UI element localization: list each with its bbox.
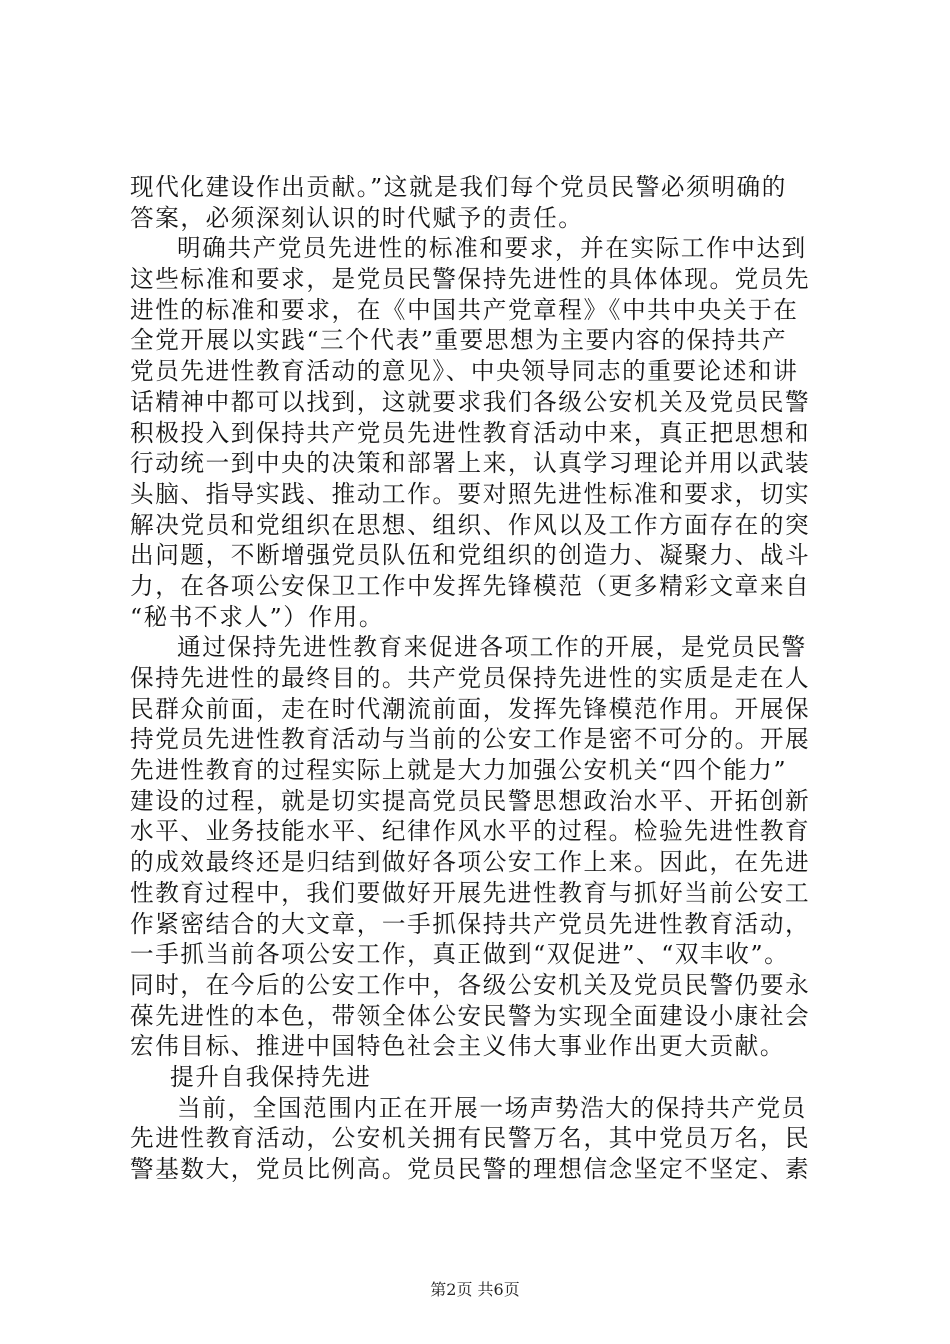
text-line: 警基数大，党员比例高。党员民警的理想信念坚定不坚定、素	[130, 1155, 811, 1183]
text-line: 性教育过程中，我们要做好开展先进性教育与抓好当前公安工	[130, 878, 811, 907]
text-line: 头脑、指导实践、推动工作。要对照先进性标准和要求，切实	[130, 479, 811, 508]
page-number-footer: 第2页 共6页	[430, 1280, 520, 1299]
document-body	[130, 172, 830, 1185]
text-line: 一手抓当前各项公安工作，真正做到“双促进”、“双丰收”。	[130, 940, 790, 969]
text-line: 力，在各项公安保卫工作中发挥先锋模范（更多精彩文章来自	[130, 571, 811, 600]
text-line: 作紧密结合的大文章，一手抓保持共产党员先进性教育活动，	[130, 909, 811, 938]
text-line: 当前，全国范围内正在开展一场声势浩大的保持共产党员	[177, 1093, 807, 1122]
text-line: 出问题，不断增强党员队伍和党组织的创造力、凝聚力、战斗	[130, 541, 811, 570]
text-line: 全党开展以实践“三个代表”重要思想为主要内容的保持共产	[130, 326, 788, 355]
text-line: 这些标准和要求，是党员民警保持先进性的具体体现。党员先	[130, 265, 811, 294]
text-line: 现代化建设作出贡献。”这就是我们每个党员民警必须明确的	[130, 173, 787, 201]
text-line: 答案，必须深刻认识的时代赋予的责任。	[130, 203, 584, 232]
text-line: 同时，在今后的公安工作中，各级公安机关及党员民警仍要永	[130, 970, 811, 999]
text-line: 党员先进性教育活动的意见》、中央领导同志的重要论述和讲	[130, 357, 799, 386]
text-line: 进性的标准和要求，在《中国共产党章程》《中共中央关于在	[130, 295, 799, 324]
text-line: 话精神中都可以找到，这就要求我们各级公安机关及党员民警	[130, 387, 811, 416]
text-line: 民群众前面，走在时代潮流前面，发挥先锋模范作用。开展保	[130, 694, 811, 723]
text-line: 宏伟目标、推进中国特色社会主义伟大事业作出更大贡献。	[130, 1032, 786, 1061]
text-line: 建设的过程，就是切实提高党员民警思想政治水平、开拓创新	[130, 786, 811, 815]
text-line: 先进性教育的过程实际上就是大力加强公安机关“四个能力”	[130, 756, 788, 785]
text-line: “秘书不求人”）作用。	[130, 602, 385, 631]
text-line: 持党员先进性教育活动与当前的公安工作是密不可分的。开展	[130, 725, 811, 754]
text-line: 积极投入到保持共产党员先进性教育活动中来，真正把思想和	[130, 418, 811, 447]
text-line: 通过保持先进性教育来促进各项工作的开展，是党员民警	[177, 633, 807, 662]
text-line: 行动统一到中央的决策和部署上来，认真学习理论并用以武装	[130, 449, 811, 478]
text-line: 水平、业务技能水平、纪律作风水平的过程。检验先进性教育	[130, 817, 811, 846]
text-line: 先进性教育活动，公安机关拥有民警万名，其中党员万名，民	[130, 1124, 811, 1153]
text-line: 保持先进性的最终目的。共产党员保持先进性的实质是走在人	[130, 664, 811, 692]
text-line: 明确共产党员先进性的标准和要求，并在实际工作中达到	[177, 234, 807, 263]
section-heading: 提升自我保持先进	[170, 1062, 372, 1091]
text-line: 的成效最终还是归结到做好各项公安工作上来。因此，在先进	[130, 848, 811, 877]
text-line: 葆先进性的本色，带领全体公安民警为实现全面建设小康社会	[130, 1001, 811, 1030]
text-line: 解决党员和党组织在思想、组织、作风以及工作方面存在的突	[130, 510, 811, 539]
